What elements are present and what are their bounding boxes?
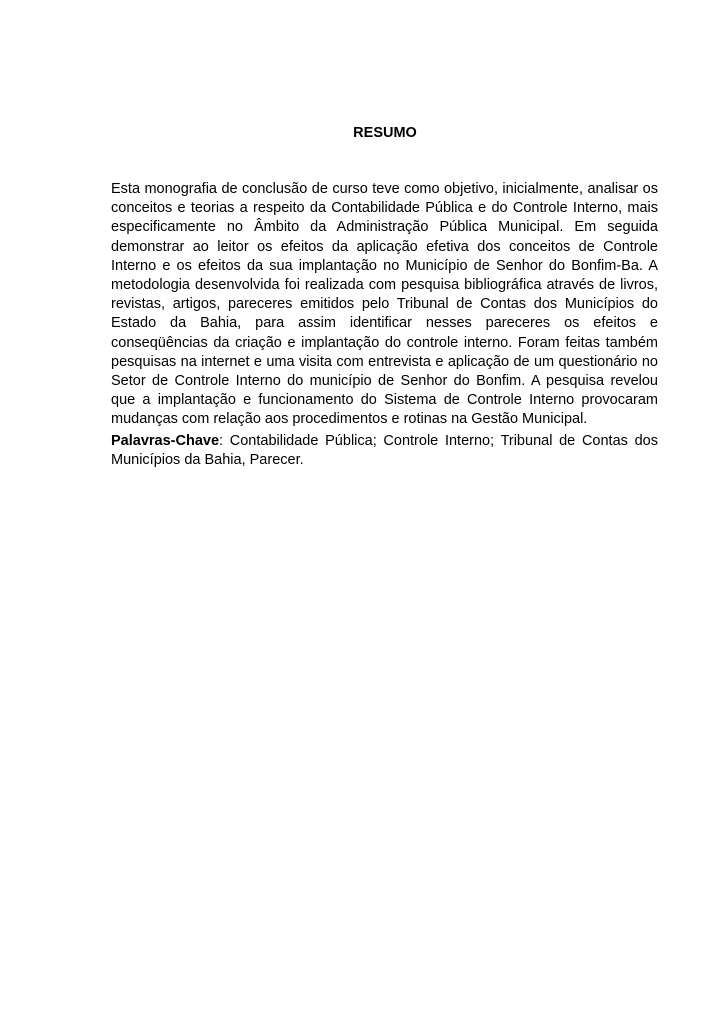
abstract-paragraph: Esta monografia de conclusão de curso teve como objetivo, inicialmente, analisar os conceitos e teorias a respeito da Contabilidade Pública e do Controle Interno, mais especificamente no Âmbito da Administração Pública Municipal. Em seguida demonstrar ao leitor os efeitos da aplicação efetiva dos conceitos de Controle Interno e os efeitos da sua implantação no Município de Senhor do Bonfim-Ba. A metodologia desenvolvida foi realizada com pesquisa bibliográfica através de livros, revistas, artigos, pareceres emitidos pelo Tribunal de Contas dos Municípios do Estado da Bahia, para assim identificar nesses pareceres os efeitos e conseqüências da criação e implantação do controle interno. Foram feitas também pesquisas na internet e uma visita com entrevista e aplicação de um questionário no Setor de Controle Interno do município de Senhor do Bonfim. A pesquisa revelou que a implantação e funcionamento do Sistema de Controle Interno provocaram mudanças com relação aos procedimentos e rotinas na Gestão Municipal.: [111, 181, 658, 428]
keywords-paragraph: [111, 432, 658, 470]
keywords-label: Palavras-Chave: [111, 433, 220, 449]
keywords-text: : Contabilidade Pública; Controle Interno; Tribunal de Contas dos Municípios da Bahia, Parecer.: [111, 433, 658, 469]
page-title: RESUMO: [353, 125, 417, 141]
